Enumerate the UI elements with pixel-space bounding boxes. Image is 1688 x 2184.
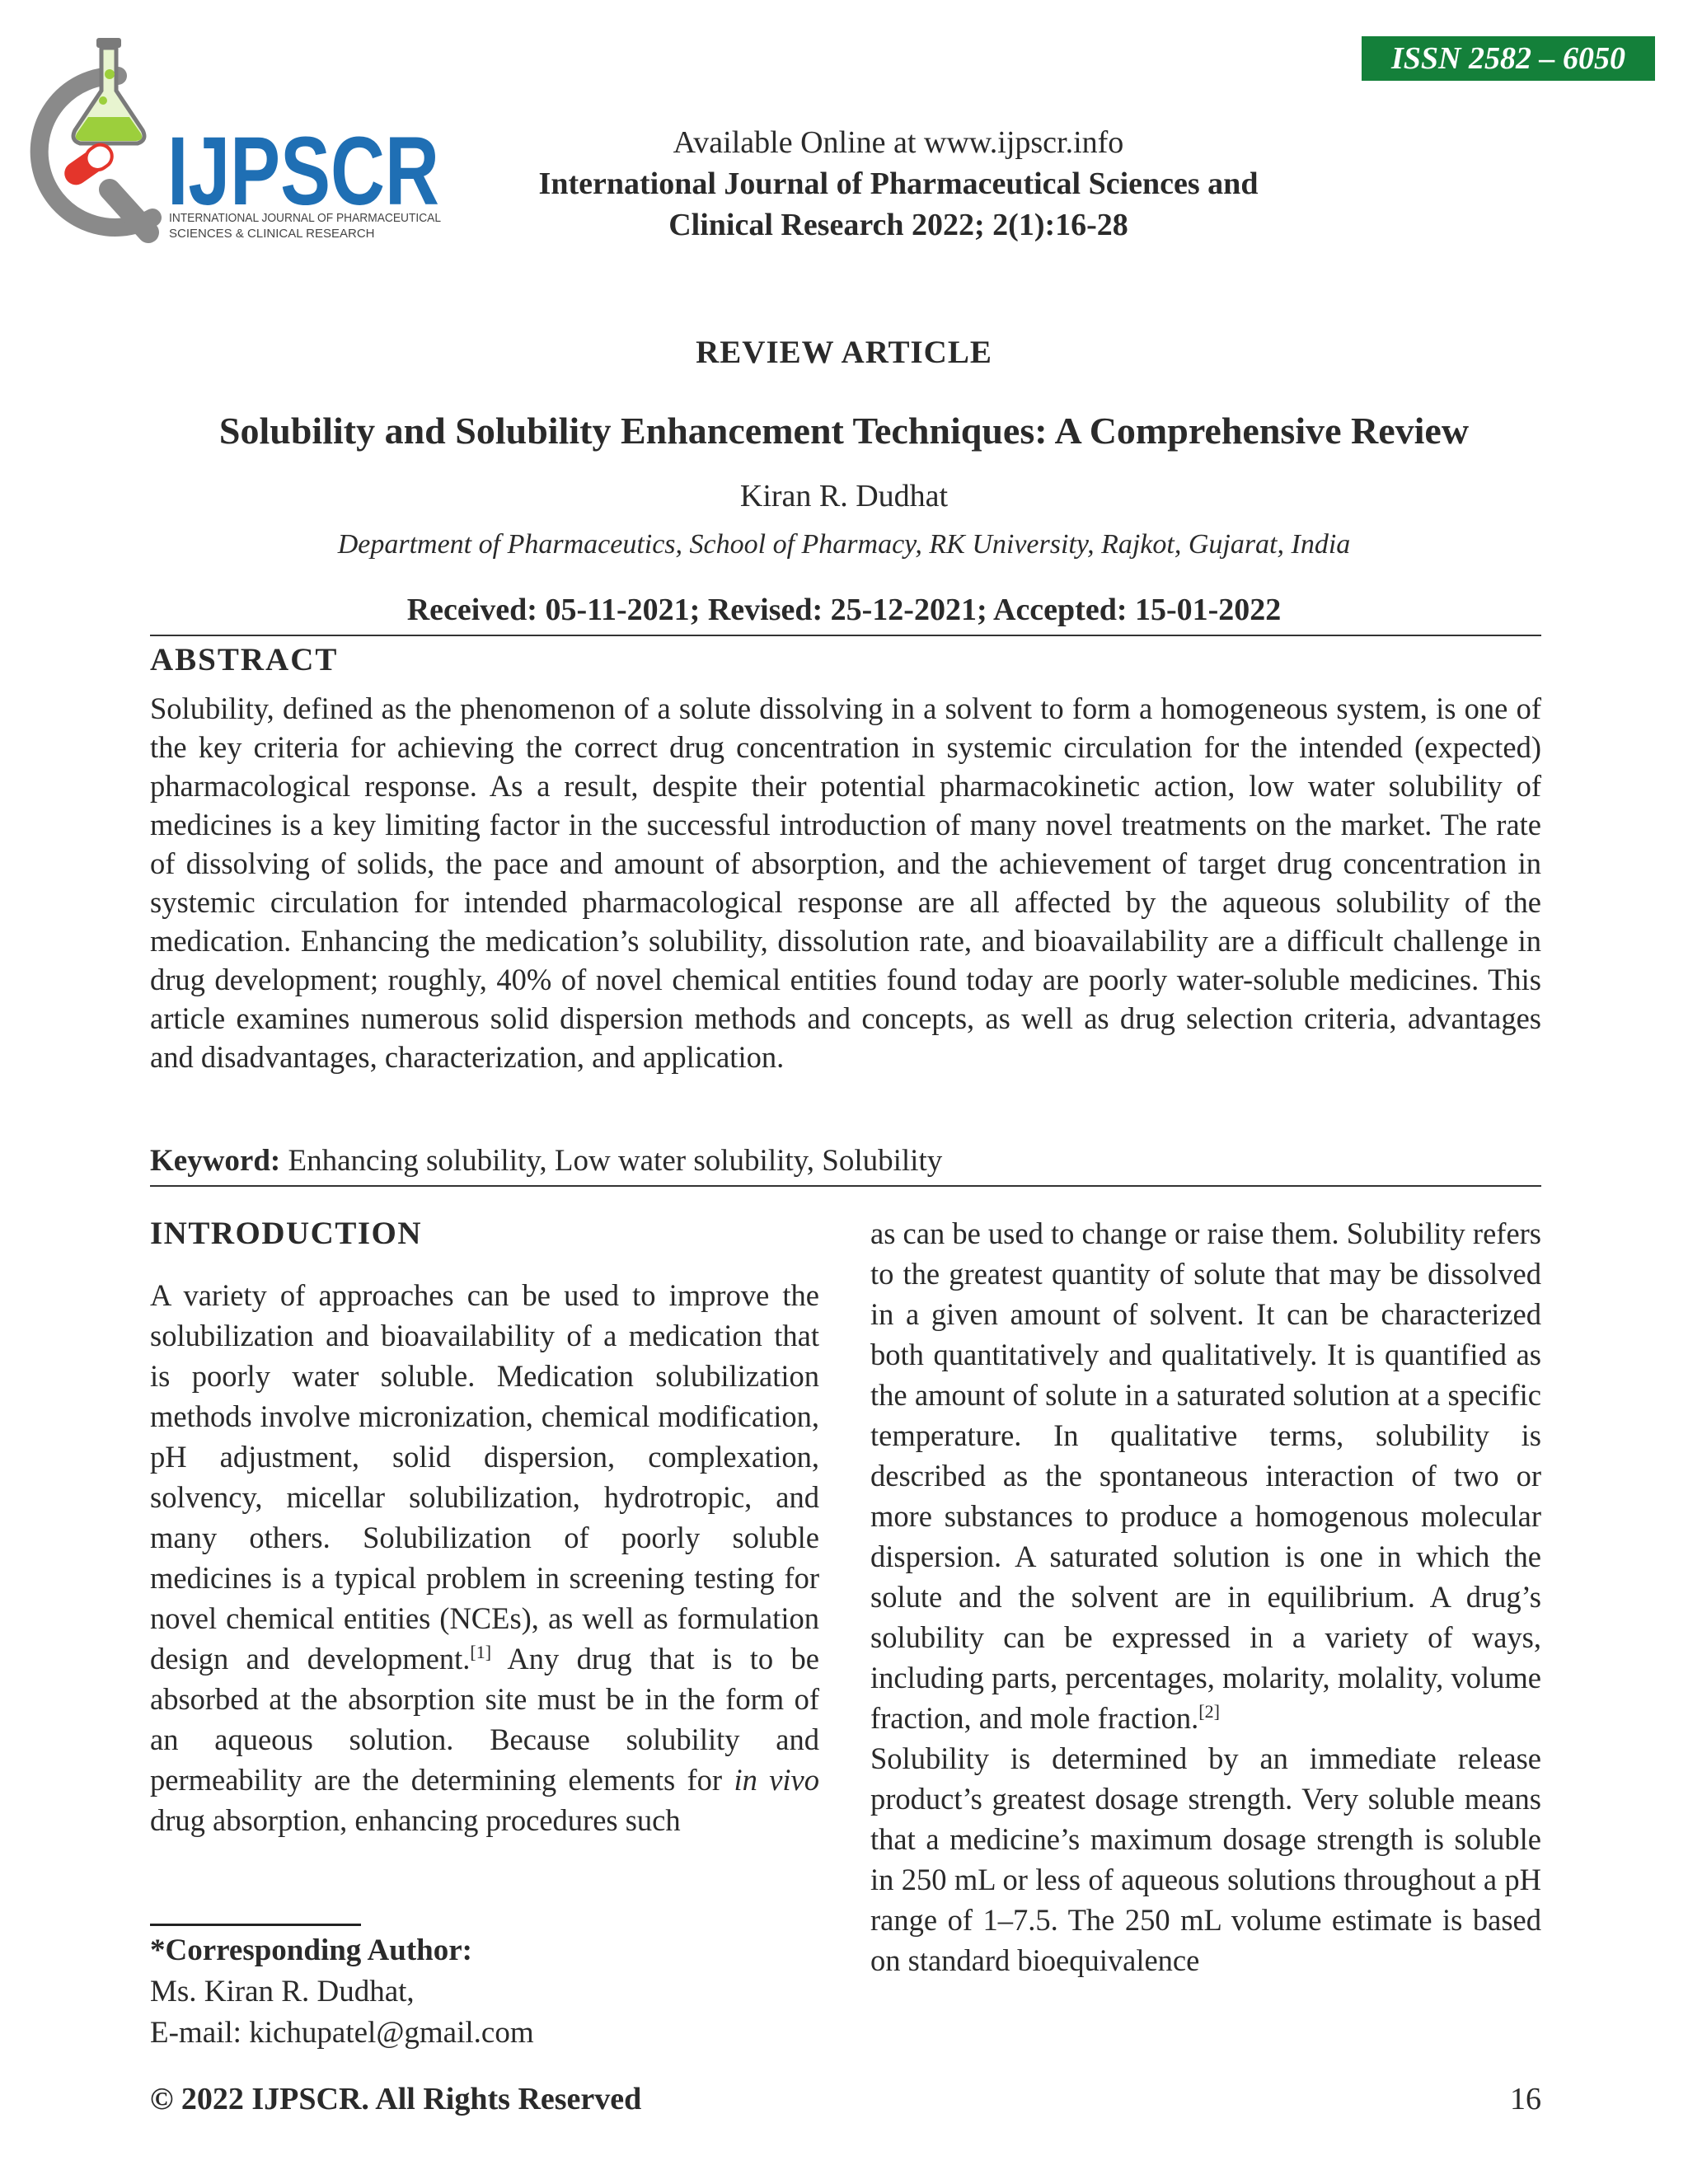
available-online-link[interactable]: Available Online at www.ijpscr.info [673,125,1124,160]
intro-text-part1: A variety of approaches can be used to improve the solubilization and bioavailability of a medication that is poorly water soluble. Medication solubilization methods involve micronization, chemical modification, pH adjustment, solid dispersion, complexation, solvency, micellar solubilization, hydrotropic, and many others. Solubilization of poorly soluble medicines is a typical problem in screening testing for novel chemical entities (NCEs), as well as formulation design and development. [150,1278,819,1675]
citation-ref-2[interactable]: [2] [1198,1700,1220,1722]
citation-ref-1[interactable]: [1] [470,1641,492,1662]
introduction-heading: INTRODUCTION [150,1216,423,1251]
introduction-paragraph-1 [150,1275,819,1840]
journal-name-line2: Clinical Research 2022; 2(1):16-28 [668,208,1128,242]
article-dates: Received: 05-11-2021; Revised: 25-12-2021; Accepted: 15-01-2022 [406,593,1282,627]
right-text-part1: as can be used to change or raise them. Solubility refers to the greatest quantity of solute that may be dissolved in a given amount of solvent. It can be characterized both quantitatively and qualitatively. It is quantified as the amount of solute in a saturated solution at a specific temperature. In qualitative terms, solubility is described as the spontaneous interaction of two or more substances to produce a homogenous molecular dispersion. A saturated solution is one in which the solute and the solvent are in equilibrium. A drug’s solubility can be expressed in a variety of ways, including parts, percentages, molarity, molality, volume fraction, and mole fraction. [870,1216,1541,1735]
logo-subtitle-line2: SCIENCES & CLINICAL RESEARCH [169,227,375,241]
divider-below-keywords [150,1185,1541,1187]
journal-logo [21,33,457,247]
intro-text-part2: Any drug that is to be absorbed at the absorption site must be in the form of an aqueous solution. Because solubility and permeability are the determining elements for [150,1642,819,1797]
divider-above-abstract [150,635,1541,636]
keywords-text: Enhancing solubility, Low water solubility, Solubility [288,1144,943,1178]
journal-info [462,122,1335,246]
corresponding-author [150,1930,534,2054]
keyword-label: Keyword: [150,1144,281,1178]
author-affiliation: Department of Pharmaceutics, School of Pharmacy, RK University, Rajkot, Gujarat, India [337,529,1351,560]
introduction-paragraph-continued [870,1213,1541,1738]
intro-text-part3: drug absorption, enhancing procedures such [150,1803,681,1837]
footnote-divider [150,1924,361,1926]
corresponding-author-label: *Corresponding Author: [150,1933,472,1967]
article-type: REVIEW ARTICLE [696,335,992,370]
right-column [870,1213,1541,1980]
abstract-body: Solubility, defined as the phenomenon of a solute dissolving in a solvent to form a homogeneous system, is one of the key criteria for achieving the correct drug concentration in systemic circulation for the intended (expected) pharmacological response. As a result, despite their potential pharmacokinetic action, low water solubility of medicines is a key limiting factor in the successful introduction of many novel treatments on the market. The rate of dissolving of solids, the pace and amount of absorption, and the achievement of target drug concentration in systemic circulation for intended pharmacological response are all affected by the aqueous solubility of the medication. Enhancing the medication’s solubility, dissolution rate, and bioavailability are a difficult challenge in drug development; roughly, 40% of novel chemical entities found today are poorly water-soluble medicines. This article examines numerous solid dispersion methods and concepts, as well as drug selection criteria, advantages and disadvantages, characterization, and application. [150,691,1541,1074]
intro-italic-term: in vivo [734,1763,819,1797]
article-author: Kiran R. Dudhat [739,479,949,513]
issn-badge: ISSN 2582 – 6050 [1362,36,1655,81]
logo-subtitle-line1: INTERNATIONAL JOURNAL OF PHARMACEUTICAL [169,211,441,225]
article-title: Solubility and Solubility Enhancement Techniques: A Comprehensive Review [218,410,1470,452]
corresponding-author-name: Ms. Kiran R. Dudhat, [150,1975,415,2008]
corresponding-author-email[interactable]: E-mail: kichupatel@gmail.com [150,2016,534,2050]
logo-wordmark: IJPSCR [167,117,439,226]
introduction-paragraph-2: Solubility is determined by an immediate release product’s greatest dosage strength. Very soluble means that a medicine’s maximum dosage strength is soluble in 250 mL or less of aqueous solutions throughout a pH range of 1–7.5. The 250 mL volume estimate is based on standard bioequivalence [870,1741,1541,1977]
left-column [150,1213,819,1840]
journal-name-line1: International Journal of Pharmaceutical Sciences and [538,166,1259,201]
abstract-heading: ABSTRACT [150,642,339,677]
keywords-line [150,1143,942,1179]
page-number: 16 [1510,2082,1541,2116]
footer-copyright: © 2022 IJPSCR. All Rights Reserved [150,2082,642,2116]
